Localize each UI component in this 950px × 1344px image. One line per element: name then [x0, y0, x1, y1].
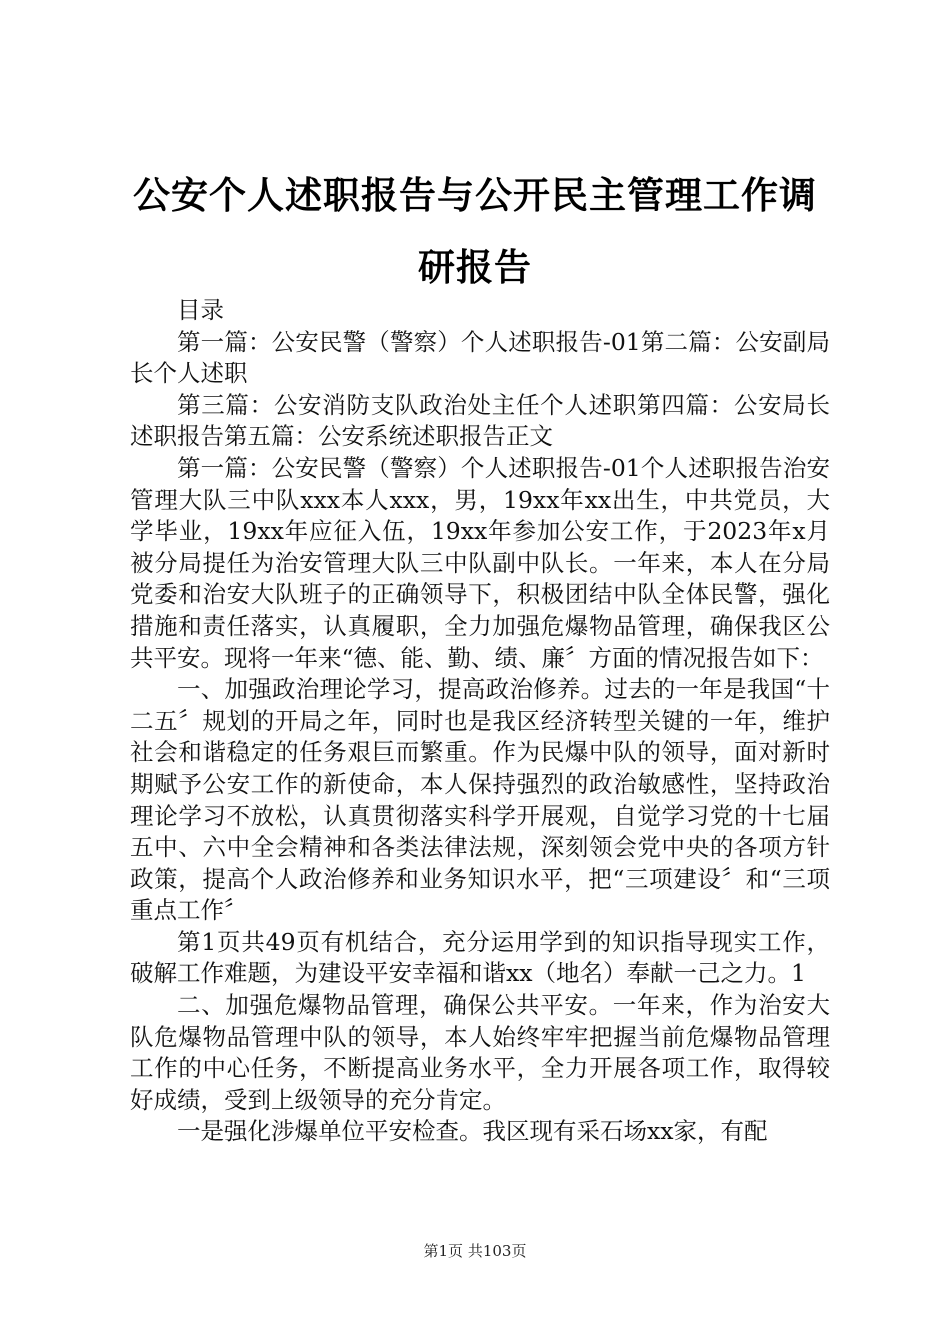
paragraph-intro: 第一篇：公安民警（警察）个人述职报告-01个人述职报告治安管理大队三中队xxx本人xxx，男，19xx年xx出生，中共党员，大学毕业，19xx年应征入伍，19xx年参加公安工作，于2023年x月被分局提任为治安管理大队三中队副中队长。一年来，本人在分局党委和治安大队班子的正确领导下，积极团结中队全体民警，强化措施和责任落实，认真履职，全力加强危爆物品管理，确保我区公共平安。现将一年来“德、能、勤、绩、廉〞方面的情况报告如下：: [130, 453, 830, 672]
toc-heading: 目录: [177, 296, 224, 324]
document-title: 公安个人述职报告与公开民主管理工作调研报告: [133, 174, 817, 289]
paragraph-section-1: 一、加强政治理论学习，提高政治修养。过去的一年是我国“十二五〞规划的开局之年，同时也是我区经济转型关键的一年，维护社会和谐稳定的任务艰巨而繁重。作为民爆中队的领导，面对新时期赋予公安工作的新使命，本人保持强烈的政治敏感性，坚持政治理论学习不放松，认真贯彻落实科学开展观，自觉学习党的十七届五中、六中全会精神和各类法律法规，深刻领会党中央的各项方针政策，提高个人政治修养和业务知识水平，把“三项建设〞和“三项重点工作〞: [130, 675, 830, 925]
paragraph-section-1-cont: 第1页共49页有机结合，充分运用学到的知识指导现实工作，破解工作难题，为建设平安幸福和谐xx（地名）奉献一己之力。1: [130, 927, 830, 988]
document-body: [130, 295, 830, 1148]
page-footer: 第1页 共103页: [423, 1242, 527, 1260]
toc-line-2: 第三篇：公安消防支队政治处主任个人述职第四篇：公安局长述职报告第五篇：公安系统述职报告正文: [130, 390, 830, 451]
paragraph-section-2: 二、加强危爆物品管理，确保公共平安。一年来，作为治安大队危爆物品管理中队的领导，本人始终牢牢把握当前危爆物品管理工作的中心任务，不断提高业务水平，全力开展各项工作，取得较好成绩，受到上级领导的充分肯定。: [130, 991, 830, 1114]
paragraph-item-1: 一是强化涉爆单位平安检查。我区现有采石场xx家，有配: [177, 1117, 768, 1146]
toc-line-1: 第一篇：公安民警（警察）个人述职报告-01第二篇：公安副局长个人述职: [130, 327, 830, 388]
